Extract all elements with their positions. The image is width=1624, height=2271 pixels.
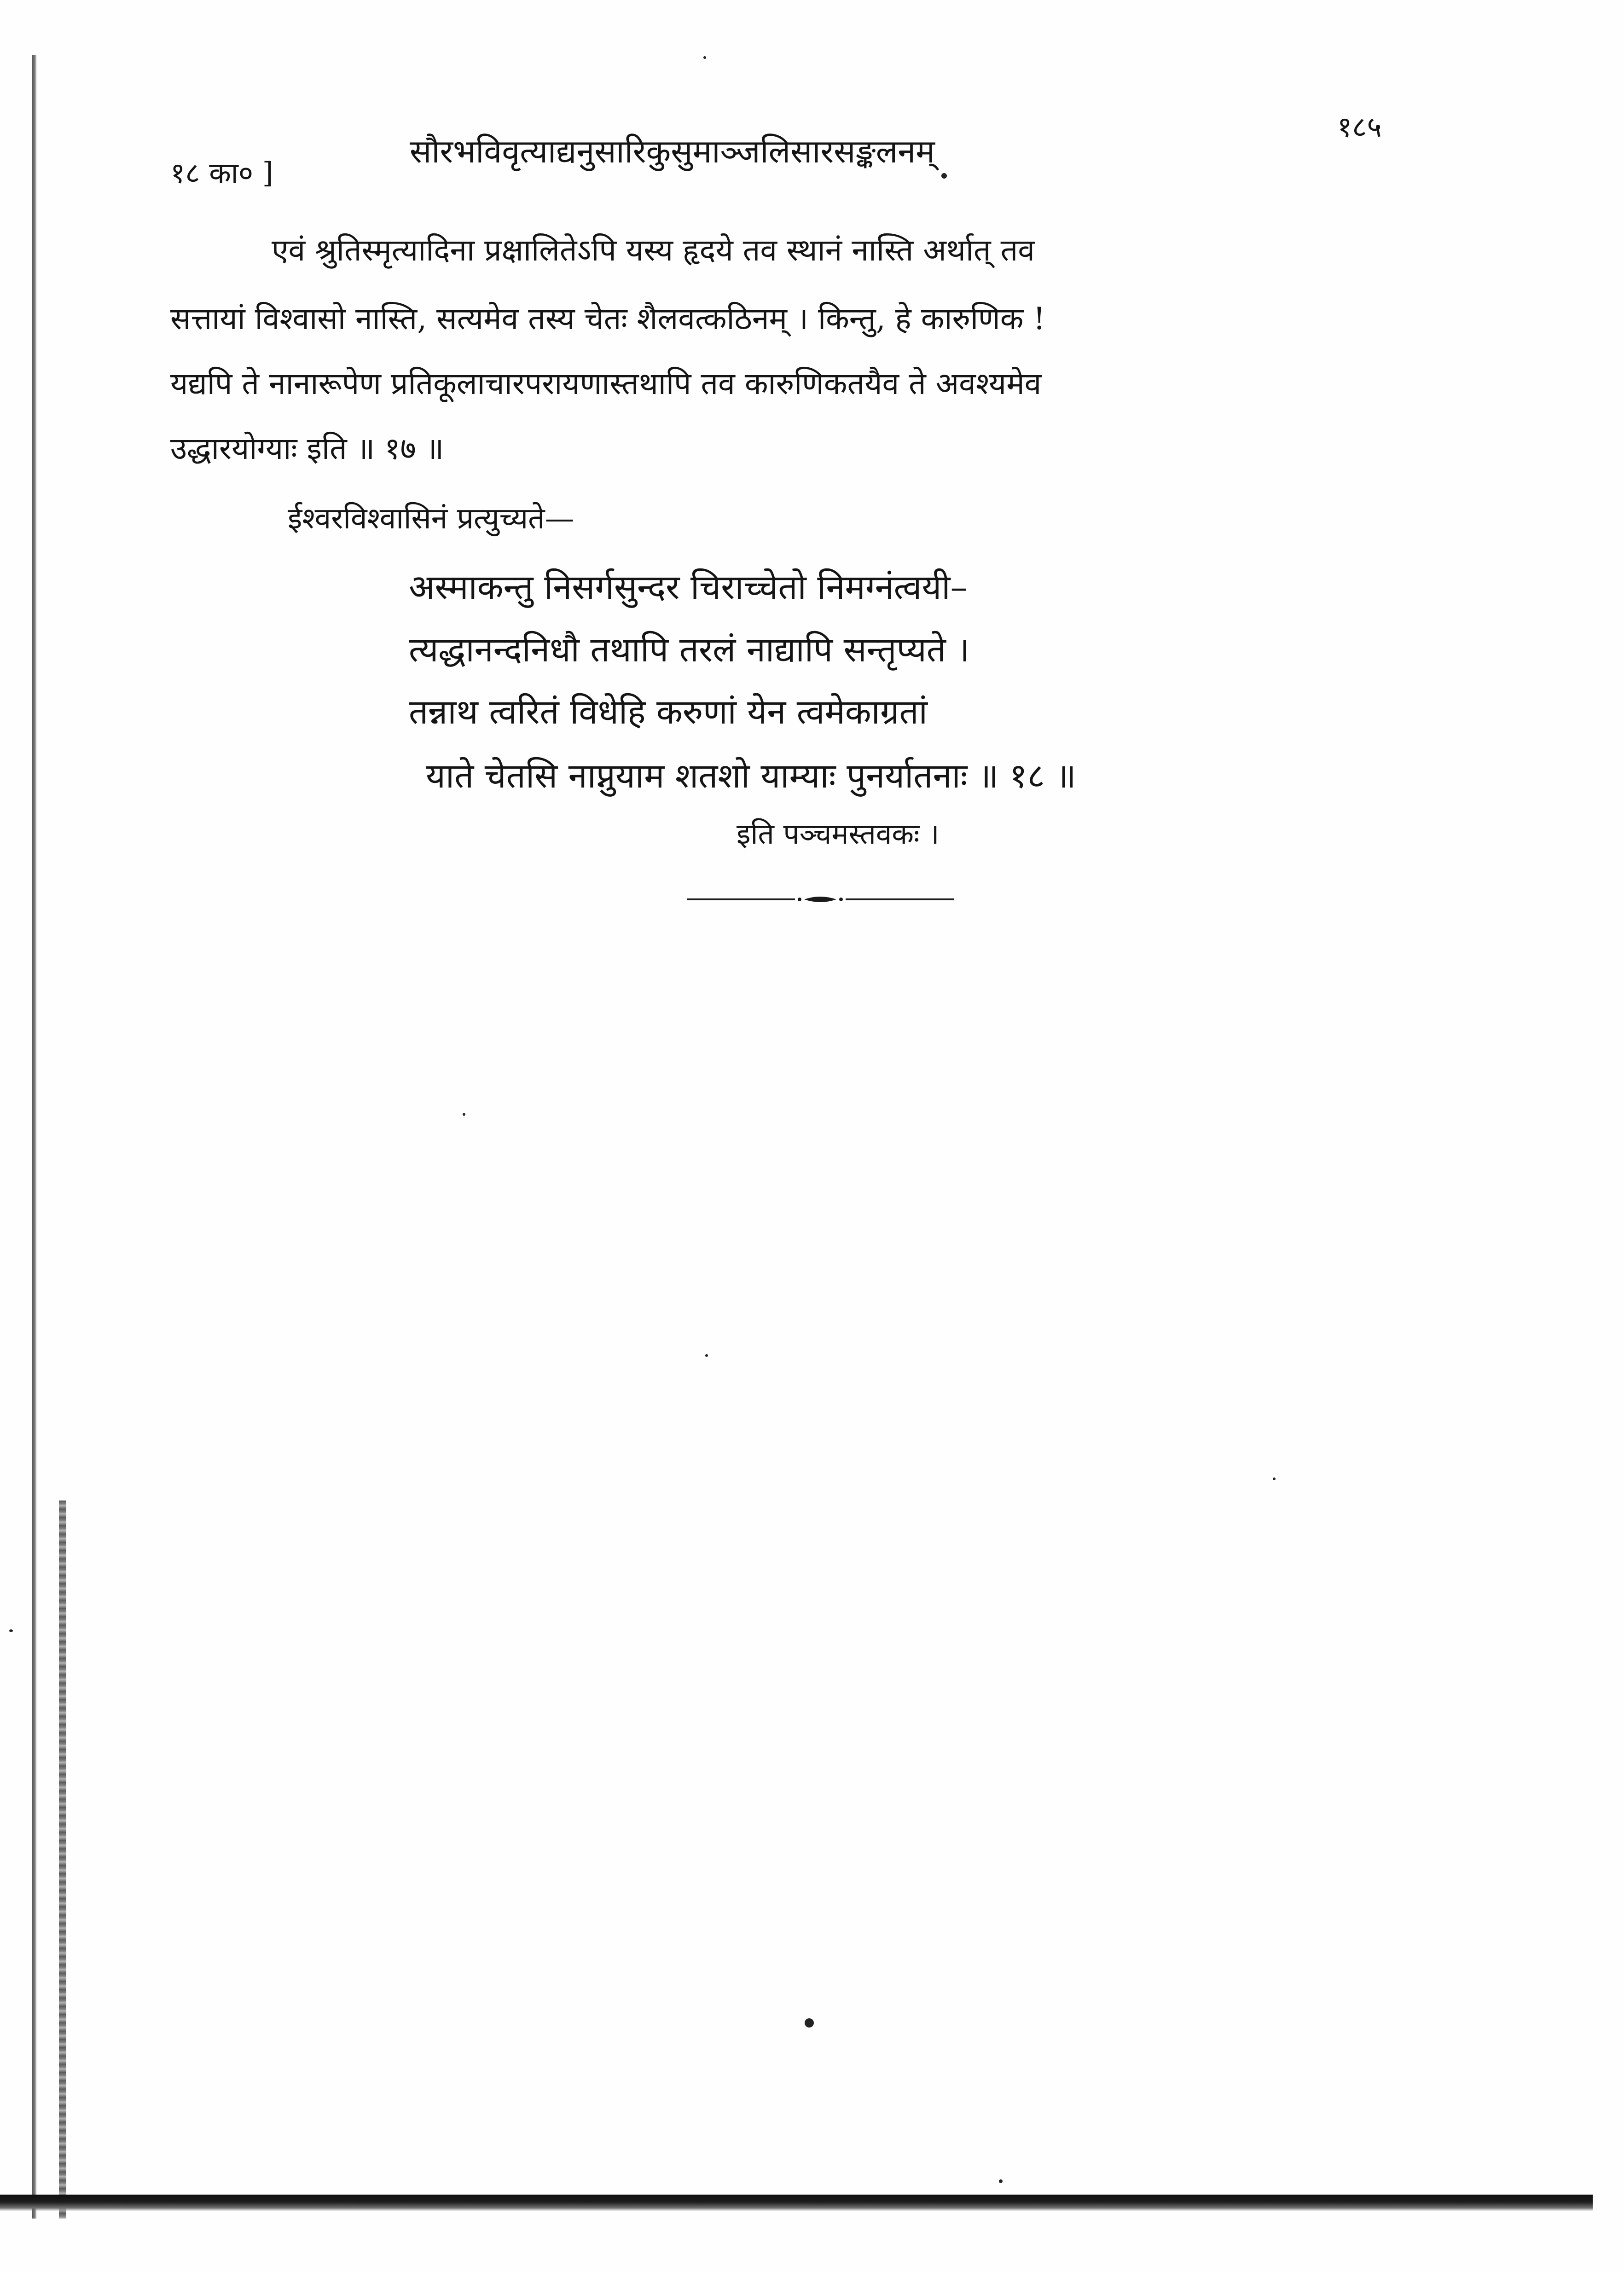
scan-left-edge-shadow [32, 55, 37, 2219]
scan-binding-shadow [59, 1500, 66, 2219]
verse-line-4: याते चेतसि नाप्नुयाम शतशो याम्याः पुनर्यातनाः ॥ १८ ॥ [426, 756, 1076, 796]
commentary-line-1: एवं श्रुतिस्मृत्यादिना प्रक्षालितेऽपि यस्य हृदये तव स्थानं नास्ति अर्थात् तव [272, 232, 1035, 268]
scan-speck [9, 1629, 13, 1632]
scan-speck [805, 2018, 814, 2028]
section-reference: १८ का० ] [170, 156, 273, 190]
commentary-line-2: सत्तायां विश्वासो नास्ति, सत्यमेव तस्य चेतः शैलवत्कठिनम् । किन्तु, हे कारुणिक ! [170, 301, 1045, 336]
verse-line-1: अस्माकन्तु निसर्गसुन्दर चिराच्चेतो निमग्नंत्वयी– [409, 568, 968, 607]
verse-line-3: तन्नाथ त्वरितं विधेहि करुणां येन त्वमेकाग्रतां [409, 692, 928, 732]
running-title: सौरभविवृत्याद्यनुसारिकुसुमाञ्जलिसारसङ्कलनम् [410, 133, 935, 170]
page-number: १८५ [1337, 110, 1382, 144]
scan-speck [705, 1354, 708, 1357]
scan-bottom-edge [0, 2195, 1593, 2211]
chapter-colophon: इति पञ्चमस्तवकः । [737, 817, 940, 851]
commentary-line-4: उद्धारयोग्याः इति ॥ १७ ॥ [170, 431, 444, 466]
scan-speck [999, 2179, 1003, 2183]
ornamental-divider-icon [687, 895, 954, 904]
scan-speck [463, 1113, 465, 1116]
commentary-line-3: यद्यपि ते नानारूपेण प्रतिकूलाचारपरायणास्तथापि तव कारुणिकतयैव ते अवश्यमेव [170, 366, 1042, 401]
scan-speck [941, 173, 947, 179]
scan-speck [703, 56, 706, 59]
verse-introduction: ईश्वरविश्वासिनं प्रत्युच्यते— [288, 502, 574, 536]
scan-speck [1273, 1477, 1276, 1480]
verse-line-2: त्यद्धानन्दनिधौ तथापि तरलं नाद्यापि सन्तृप्यते । [409, 630, 970, 670]
